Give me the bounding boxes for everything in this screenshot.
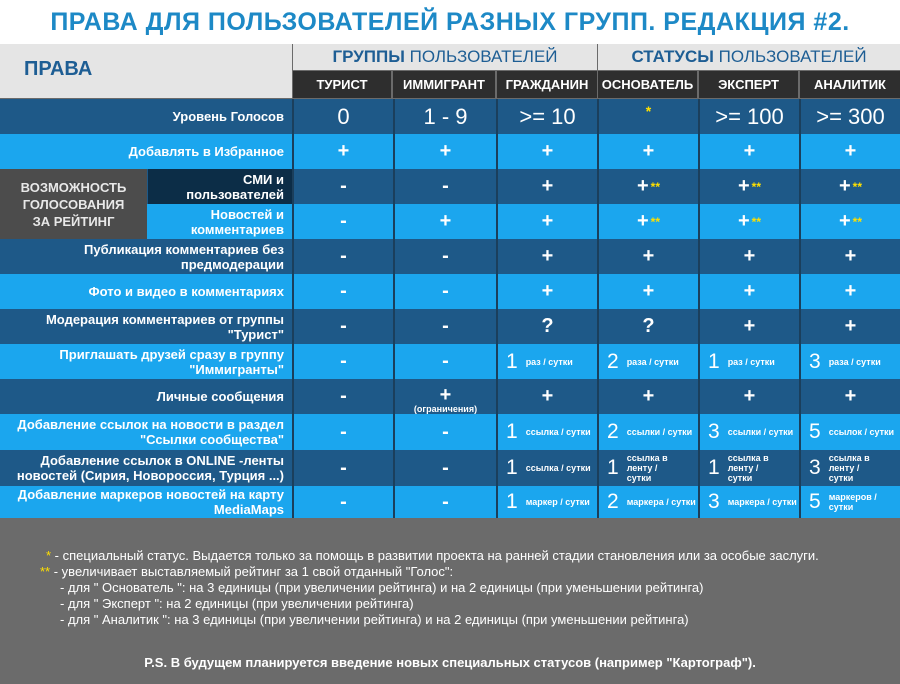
row-markers [0,486,900,518]
cell-expert: + [698,309,799,344]
column-header-expert: ЭКСПЕРТ [699,71,798,98]
rights-header [0,44,292,98]
cell-expert [698,344,799,379]
value: + [636,210,649,232]
cell-analyst: + [799,309,900,344]
cell-tourist: - [292,344,393,379]
cell-immigrant: 1 - 9 [393,99,496,134]
unit: ссылок / сутки [828,427,895,437]
cell-citizen: + [496,169,597,204]
cell-citizen: + [496,134,597,169]
count: 1 [708,349,720,373]
row-label: Добавление ссылок в ONLINE -ленты новостей (Сирия, Новороссия, Турция ...) [16,453,284,483]
star-mark: ** [852,214,863,229]
count: 1 [506,456,518,479]
footnote-founder: - для " Основатель ": на 3 единицы (при увеличении рейтинга) и на 2 единицы (при уменьшении рейтинга) [60,580,704,595]
cell-expert: + [698,134,799,169]
cell-founder: + [597,274,698,309]
cell-analyst [799,344,900,379]
value: + [737,175,750,197]
unit: маркера / сутки [727,497,797,507]
cell-citizen [496,450,597,486]
voting-group-label: ВОЗМОЖНОСТЬ ГОЛОСОВАНИЯ ЗА РЕЙТИНГ [0,169,147,239]
unit: ссылка в ленту / сутки [727,453,769,483]
footnote-double-star [40,564,453,579]
row-label: Добавление маркеров новостей на карту MediaMaps [17,487,284,517]
cell-immigrant: - [393,414,496,450]
cell-analyst [799,414,900,450]
cell-analyst [799,486,900,518]
cell-citizen [496,486,597,518]
cell-immigrant: - [393,239,496,274]
row-label: Приглашать друзей сразу в группу "Иммигранты" [59,346,284,377]
row-invite [0,344,900,379]
cell-immigrant [393,379,496,414]
cell-expert [698,169,799,204]
value: + [838,175,851,197]
unit: ссылка в ленту / сутки [626,453,668,483]
cell-citizen: + [496,204,597,239]
cell-expert [698,414,799,450]
row-label: Добавлять в Избранное [128,144,284,159]
cell-immigrant: - [393,344,496,379]
count: 1 [506,420,518,443]
row-links [0,414,900,450]
column-header-analyst: АНАЛИТИК [800,71,900,98]
column-header-founder: ОСНОВАТЕЛЬ [598,71,697,98]
cell-immigrant: - [393,169,496,204]
cell-analyst: + [799,239,900,274]
unit: маркера / сутки [626,497,696,507]
row-photo [0,274,900,309]
groups-header [293,44,597,70]
row-label: Новостей и комментариев [190,206,284,237]
cell-immigrant: - [393,274,496,309]
footnote-expert: - для " Эксперт ": на 2 единицы (при увеличении рейтинга) [60,596,414,611]
count: 2 [607,349,619,373]
cell-founder [597,169,698,204]
count: 5 [809,420,821,443]
groups-header-rest: ПОЛЬЗОВАТЕЛЕЙ [404,47,558,66]
star-mark: ** [751,179,762,194]
cell-tourist: - [292,450,393,486]
cell-tourist: - [292,274,393,309]
footnote-analyst: - для " Аналитик ": на 3 единицы (при увеличении рейтинга) и на 2 единицы (при уменьшении рейтинга) [60,612,689,627]
row-label: Уровень Голосов [172,109,284,124]
footnote-double-star-text: - увеличивает выставляемый рейтинг за 1 свой отданный "Голос": [50,564,454,579]
cell-immigrant: + [393,134,496,169]
unit: маркеров / сутки [828,492,877,512]
cell-citizen [496,344,597,379]
value: + [636,175,649,197]
star-mark: ** [751,214,762,229]
cell-tourist: - [292,414,393,450]
unit: раз / сутки [727,356,775,367]
cell-immigrant: - [393,309,496,344]
cell-expert [698,450,799,486]
footnote-star-text: - специальный статус. Выдается только за помощь в развитии проекта на ранней стадии становления или за особые заслуги. [51,548,819,563]
column-header-immigrant: ИММИГРАНТ [393,71,495,98]
row-label: Фото и видео в комментариях [88,284,284,299]
star-mark: ** [650,214,661,229]
cell-tourist: 0 [292,99,393,134]
cell-founder [597,344,698,379]
cell-founder: + [597,134,698,169]
cell-analyst: >= 300 [799,99,900,134]
count: 3 [809,349,821,373]
cell-founder [597,486,698,518]
cell-citizen: + [496,239,597,274]
row-label: СМИ и пользователей [148,169,292,204]
row-label: Модерация комментариев от группы "Турист" [45,311,284,342]
footnote-star [46,548,819,563]
cell-analyst: + [799,274,900,309]
page-title: ПРАВА ДЛЯ ПОЛЬЗОВАТЕЛЕЙ РАЗНЫХ ГРУПП. РЕДАКЦИЯ #2. [0,0,900,44]
star-mark: ** [650,179,661,194]
count: 1 [506,490,518,513]
cell-founder: ? [597,309,698,344]
cell-expert [698,486,799,518]
unit: ссылка / сутки [525,427,591,437]
cell-analyst: + [799,134,900,169]
count: 1 [506,349,518,373]
cell-immigrant: - [393,486,496,518]
star-mark: ** [852,179,863,194]
cell-tourist: - [292,239,393,274]
unit: раз / сутки [525,356,573,367]
footnotes [0,518,900,684]
column-header-citizen: ГРАЖДАНИН [497,71,597,98]
row-label: Публикация комментариев без предмодерации [84,241,284,272]
row-messages [0,379,900,414]
cell-founder: + [597,239,698,274]
cell-tourist: - [292,486,393,518]
value: + [439,383,452,406]
count: 2 [607,490,619,513]
cell-expert [698,204,799,239]
row-publish [0,239,900,274]
postscript: P.S. В будущем планируется введение новых специальных статусов (например "Картограф"). [144,655,756,670]
cell-tourist: - [292,309,393,344]
count: 3 [809,456,821,479]
cell-founder [597,414,698,450]
statuses-header-bold: СТАТУСЫ [631,47,714,66]
cell-citizen: ? [496,309,597,344]
count: 1 [607,456,619,479]
cell-analyst [799,169,900,204]
cell-founder: + [597,379,698,414]
row-label: Добавление ссылок на новости в раздел "Ссылки сообщества" [17,417,284,447]
unit: раза / сутки [626,356,679,367]
count: 2 [607,420,619,443]
cell-founder [597,450,698,486]
unit: маркер / сутки [525,497,590,507]
row-online [0,450,900,486]
count: 3 [708,490,720,513]
cell-immigrant: + [393,204,496,239]
star-symbol: * [46,548,52,563]
cell-founder: * [597,99,698,134]
cell-citizen: + [496,379,597,414]
cell-tourist: - [292,169,393,204]
cell-founder [597,204,698,239]
restriction-note: (ограничения) [413,403,478,414]
cell-analyst [799,450,900,486]
unit: ссылка в ленту / сутки [828,453,870,483]
count: 1 [708,456,720,479]
cell-expert: + [698,274,799,309]
value: + [838,210,851,232]
cell-citizen: >= 10 [496,99,597,134]
cell-tourist: + [292,134,393,169]
count: 3 [708,420,720,443]
cell-analyst [799,204,900,239]
row-moderation [0,309,900,344]
unit: ссылки / сутки [626,427,693,437]
value: + [737,210,750,232]
statuses-header-rest: ПОЛЬЗОВАТЕЛЕЙ [713,47,867,66]
groups-header-bold: ГРУППЫ [332,47,405,66]
cell-citizen: + [496,274,597,309]
unit: ссылки / сутки [727,427,794,437]
row-favorites [0,134,900,169]
unit: раза / сутки [828,356,881,367]
row-votes [0,99,900,134]
rights-title: ПРАВА [24,58,93,80]
cell-citizen [496,414,597,450]
cell-tourist: - [292,379,393,414]
row-label: Личные сообщения [156,389,284,404]
cell-tourist: - [292,204,393,239]
count: 5 [809,490,821,513]
cell-analyst: + [799,379,900,414]
cell-expert: + [698,379,799,414]
double-star-symbol: ** [40,564,51,579]
column-header-tourist: ТУРИСТ [293,71,391,98]
cell-immigrant: - [393,450,496,486]
cell-expert: >= 100 [698,99,799,134]
unit: ссылка / сутки [525,463,591,473]
statuses-header [598,44,900,70]
cell-expert: + [698,239,799,274]
